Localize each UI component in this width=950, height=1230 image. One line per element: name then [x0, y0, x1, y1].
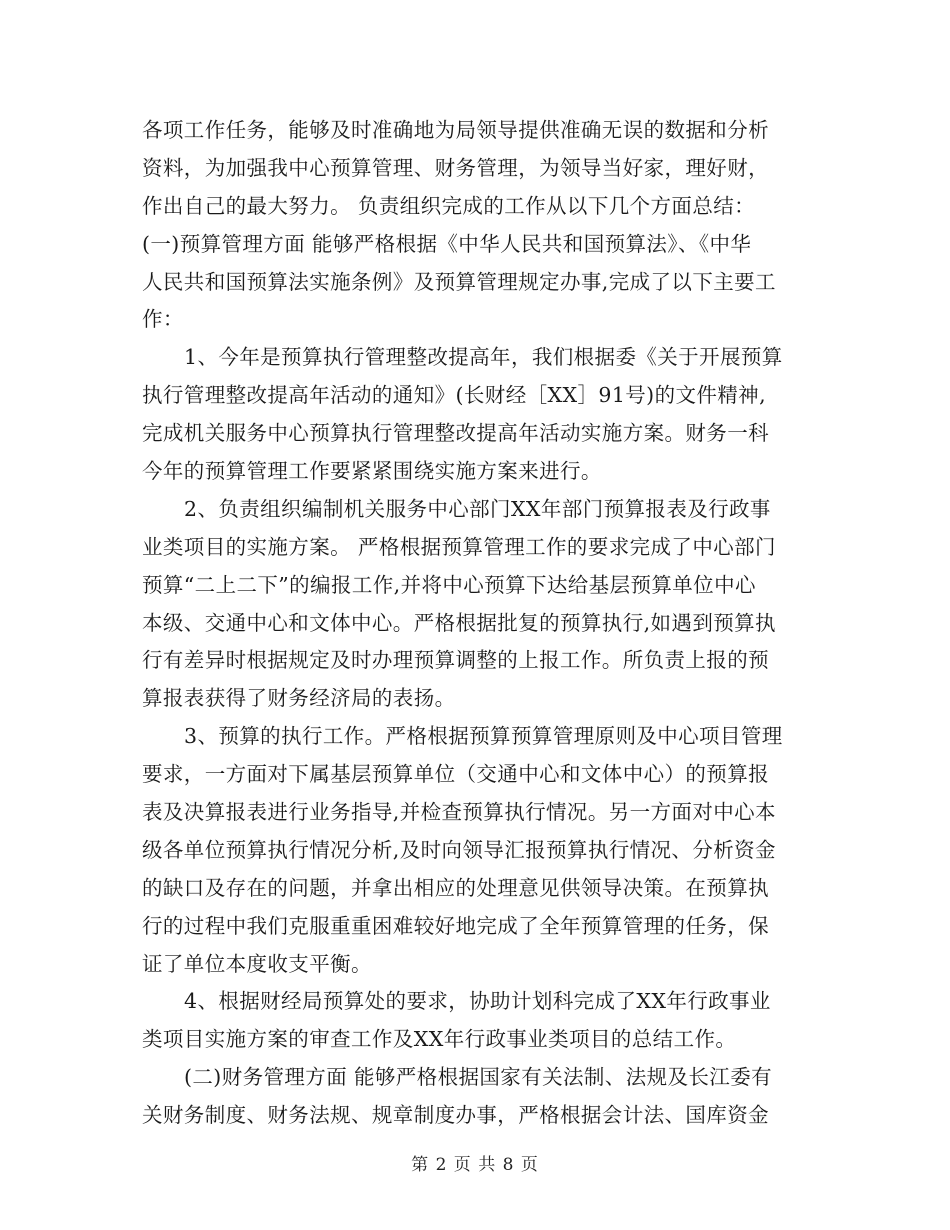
paragraph-start-line: 4、根据财经局预算处的要求，协助计划科完成了XX年行政事业: [184, 989, 771, 1014]
text-line: 预算“二上二下”的编报工作,并将中心预算下达给基层预算单位中心: [142, 572, 756, 597]
text-line: 关财务制度、财务法规、规章制度办事，严格根据会计法、国库资金: [142, 1103, 769, 1128]
paragraph-start-line: 3、预算的执行工作。严格根据预算预算管理原则及中心项目管理: [184, 724, 783, 749]
text-line: 本级、交通中心和文体中心。严格根据批复的预算执行,如遇到预算执: [142, 610, 776, 635]
text-line: 行的过程中我们克服重重困难较好地完成了全年预算管理的任务，保: [142, 913, 769, 938]
document-body: [142, 112, 810, 1135]
text-line: 行有差异时根据规定及时办理预算调整的上报工作。所负责上报的预: [142, 648, 769, 673]
text-line: 今年的预算管理工作要紧紧围绕实施方案来进行。: [142, 459, 602, 484]
text-line: 的缺口及存在的问题，并拿出相应的处理意见供领导决策。在预算执: [142, 875, 769, 900]
section-heading-line: (一)预算管理方面 能够严格根据《中华人民共和国预算法》、《中华: [142, 231, 752, 256]
text-line: 作出自己的最大努力。 负责组织完成的工作从以下几个方面总结：: [142, 193, 756, 218]
text-line: 表及决算报表进行业务指导,并检查预算执行情况。另一方面对中心本: [142, 800, 776, 825]
text-line: 算报表获得了财务经济局的表扬。: [142, 686, 456, 711]
text-line: 人民共和国预算法实施条例》及预算管理规定办事,完成了以下主要工: [142, 269, 776, 294]
text-line: 完成机关服务中心预算执行管理整改提高年活动实施方案。财务一科: [142, 421, 769, 446]
text-line: 执行管理整改提高年活动的通知》(长财经［XX］91号)的文件精神,: [142, 383, 766, 408]
text-line: 级各单位预算执行情况分析,及时向领导汇报预算执行情况、分析资金: [142, 837, 776, 862]
text-line: 各项工作任务，能够及时准确地为局领导提供准确无误的数据和分析: [142, 118, 769, 142]
text-line: 类项目实施方案的审查工作及XX年行政事业类项目的总结工作。: [142, 1027, 737, 1052]
page-number-footer: 第 2 页 共 8 页: [411, 1155, 539, 1175]
paragraph-start-line: 2、负责组织编制机关服务中心部门XX年部门预算报表及行政事: [184, 496, 771, 521]
paragraph-start-line: 1、今年是预算执行管理整改提高年，我们根据委《关于开展预算: [184, 345, 783, 370]
text-line: 资料，为加强我中心预算管理、财务管理，为领导当好家，理好财，: [142, 155, 769, 180]
text-line: 证了单位本度收支平衡。: [142, 951, 372, 976]
text-line: 作：: [142, 307, 184, 332]
text-line: 要求，一方面对下属基层预算单位（交通中心和文体中心）的预算报: [142, 762, 769, 787]
section-heading-line: (二)财务管理方面 能够严格根据国家有关法制、法规及长江委有: [184, 1065, 773, 1090]
text-line: 业类项目的实施方案。 严格根据预算管理工作的要求完成了中心部门: [142, 534, 776, 559]
